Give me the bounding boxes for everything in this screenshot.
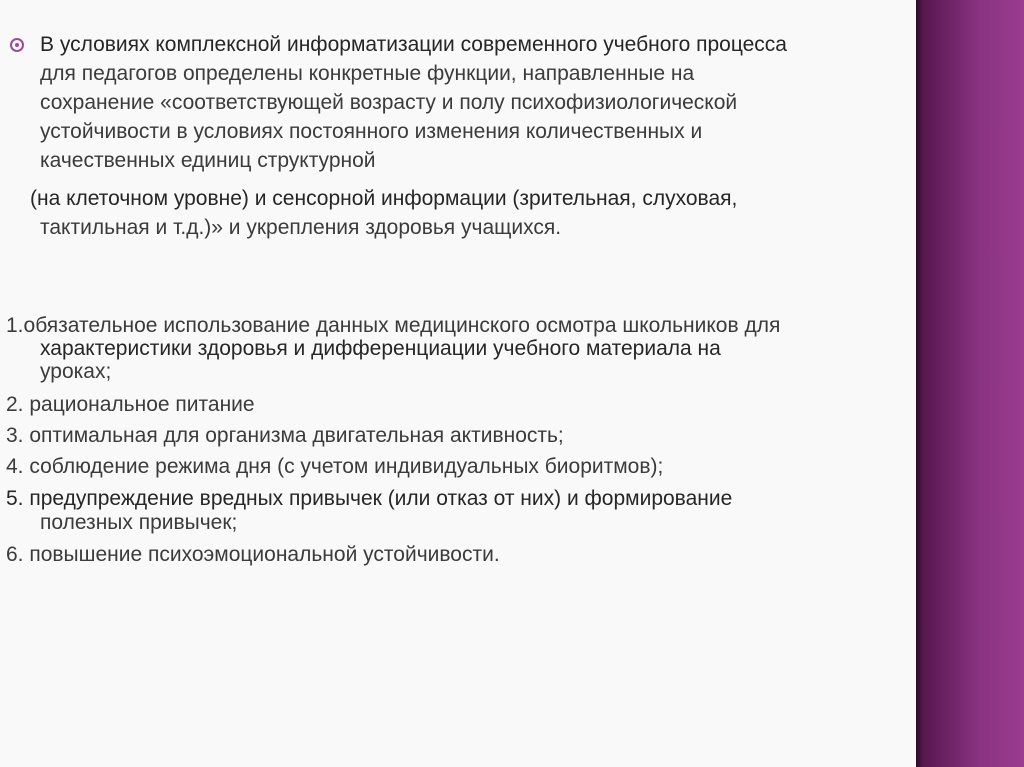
item-2-line-1: 2. рациональное питание [6,393,255,416]
intro-line-1: В условиях комплексной информатизации современного учебного процесса [40,33,787,56]
item-4-line-1: 4. соблюдение режима дня (с учетом индивидуальных биоритмов); [6,455,664,478]
continuation-line-1: (на клеточном уровне) и сенсорной информации (зрительная, слуховая, [30,187,738,210]
intro-line-2: для педагогов определены конкретные функции, направленные на [40,62,695,85]
item-1-line-3: уроках; [40,360,112,383]
item-5-line-2: полезных привычек; [40,511,238,534]
item-1-line-1: 1.обязательное использование данных медицинского осмотра школьников для [6,314,781,337]
item-5-line-1: 5. предупреждение вредных привычек (или отказ от них) и формирование [6,487,733,510]
item-6-line-1: 6. повышение психоэмоциональной устойчивости. [6,543,500,566]
circle-bullet-icon [10,38,24,52]
item-3-line-1: 3. оптимальная для организма двигательная активность; [6,424,564,447]
intro-line-5: качественных единиц структурной [40,149,376,172]
continuation-line-2: тактильная и т.д.)» и укрепления здоровья учащихся. [40,216,562,239]
intro-line-4: устойчивости в условиях постоянного изменения количественных и [40,120,703,143]
decorative-side-band [916,0,1024,767]
intro-line-3: сохранение «соответствующей возрасту и полу психофизиологической [40,91,738,114]
item-1-line-2: характеристики здоровья и дифференциации учебного материала на [40,337,721,360]
